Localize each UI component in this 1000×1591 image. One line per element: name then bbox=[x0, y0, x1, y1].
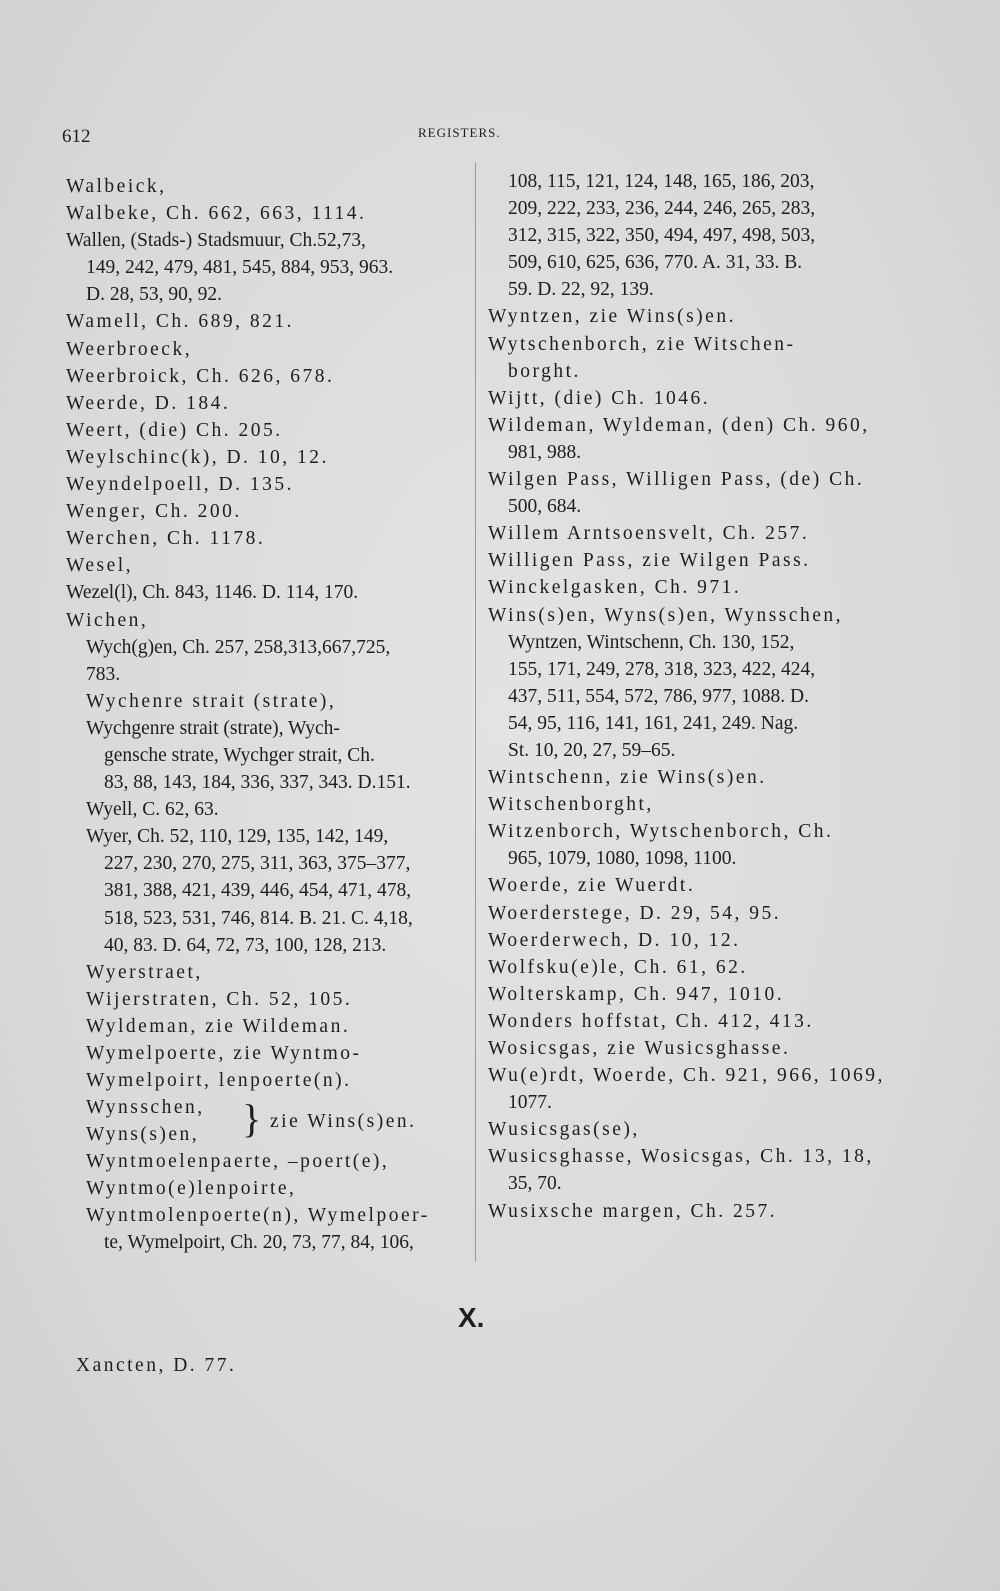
index-entry: Weert, (die) Ch. 205. bbox=[66, 419, 283, 441]
brace-group bbox=[66, 1094, 466, 1148]
index-entry: Wyer, Ch. 52, 110, 129, 135, 142, 149, bbox=[86, 826, 389, 848]
index-entry-continuation: 518, 523, 531, 746, 814. B. 21. C. 4,18, bbox=[104, 907, 413, 929]
index-entry-continuation: te, Wymelpoirt, Ch. 20, 73, 77, 84, 106, bbox=[104, 1232, 414, 1254]
index-entry: Weylschinc(k), D. 10, 12. bbox=[66, 446, 329, 468]
index-entry-continuation: 965, 1079, 1080, 1098, 1100. bbox=[508, 848, 737, 870]
index-entry: Wildeman, Wyldeman, (den) Ch. 960, bbox=[488, 414, 870, 436]
index-entry-continuation: 1077. bbox=[508, 1092, 552, 1114]
index-entry: Xancten, D. 77. bbox=[76, 1355, 237, 1376]
brace-symbol: } bbox=[242, 1096, 262, 1142]
section-heading: X. bbox=[458, 1302, 485, 1333]
index-entry: Wosicsgas, zie Wusicsghasse. bbox=[488, 1038, 791, 1059]
index-entry: Weerbroick, Ch. 626, 678. bbox=[66, 365, 335, 387]
index-entry: Wusicsghasse, Wosicsgas, Ch. 13, 18, bbox=[488, 1146, 874, 1168]
index-entry: Wychenre strait (strate), bbox=[86, 690, 337, 712]
index-entry: Wyntmo(e)lenpoirte, bbox=[86, 1178, 297, 1200]
column-divider bbox=[475, 162, 476, 1262]
index-entry: Wintschenn, zie Wins(s)en. bbox=[488, 767, 767, 789]
index-entry-continuation: 108, 115, 121, 124, 148, 165, 186, 203, bbox=[508, 171, 815, 192]
index-entry: Wamell, Ch. 689, 821. bbox=[66, 311, 295, 333]
index-entry: Wallen, (Stads-) Stadsmuur, Ch.52,73, bbox=[66, 230, 366, 252]
index-entry: Wolfsku(e)le, Ch. 61, 62. bbox=[488, 956, 748, 978]
index-entry: Wyns(s)en, bbox=[86, 1124, 200, 1146]
index-entry: Woerde, zie Wuerdt. bbox=[488, 875, 696, 897]
index-entry-continuation: St. 10, 20, 27, 59–65. bbox=[508, 739, 676, 761]
index-entry-continuation: 509, 610, 625, 636, 770. A. 31, 33. B. bbox=[508, 252, 803, 274]
index-entry-continuation: gensche strate, Wychger strait, Ch. bbox=[104, 744, 375, 766]
index-entry: Wynsschen, bbox=[86, 1097, 205, 1119]
index-entry-continuation: 209, 222, 233, 236, 244, 246, 265, 283, bbox=[508, 198, 816, 220]
running-title: REGISTERS. bbox=[418, 125, 501, 140]
index-entry-continuation: 437, 511, 554, 572, 786, 977, 1088. D. bbox=[508, 685, 809, 707]
page-number: 612 bbox=[62, 126, 91, 147]
index-entry-continuation: 227, 230, 270, 275, 311, 363, 375–377, bbox=[104, 853, 411, 875]
index-entry-continuation: borght. bbox=[508, 360, 581, 382]
index-entry: Wyntmoelenpaerte, –poert(e), bbox=[86, 1151, 390, 1173]
index-entry: Wyntzen, zie Wins(s)en. bbox=[488, 306, 736, 328]
index-entry-continuation: 155, 171, 249, 278, 318, 323, 422, 424, bbox=[508, 658, 816, 680]
index-entry: Werchen, Ch. 1178. bbox=[66, 528, 266, 550]
index-entry: Wijerstraten, Ch. 52, 105. bbox=[86, 988, 353, 1010]
index-entry: Wusixsche margen, Ch. 257. bbox=[488, 1200, 778, 1222]
index-entry: Witschenborght, bbox=[488, 794, 654, 816]
index-entry-continuation: 149, 242, 479, 481, 545, 884, 953, 963. bbox=[86, 257, 394, 279]
index-entry: Weerbroeck, bbox=[66, 338, 193, 360]
index-entry-continuation: 981, 988. bbox=[508, 441, 582, 463]
index-entry-continuation: 83, 88, 143, 184, 336, 337, 343. D.151. bbox=[104, 772, 411, 794]
left-column bbox=[66, 173, 466, 1257]
index-entry: Walbeke, Ch. 662, 663, 1114. bbox=[66, 203, 367, 225]
index-entry: Wymelpoerte, zie Wyntmo- bbox=[86, 1043, 362, 1064]
index-entry: Walbeick, bbox=[66, 176, 167, 197]
index-entry-continuation: 312, 315, 322, 350, 494, 497, 498, 503, bbox=[508, 225, 816, 247]
index-entry: Willigen Pass, zie Wilgen Pass. bbox=[488, 550, 811, 572]
index-entry: Wych(g)en, Ch. 257, 258,313,667,725, bbox=[86, 636, 391, 658]
index-entry: Wyldeman, zie Wildeman. bbox=[86, 1015, 351, 1037]
index-entry: Wezel(l), Ch. 843, 1146. D. 114, 170. bbox=[66, 582, 359, 604]
right-column bbox=[488, 168, 898, 1225]
index-entry: Wusicsgas(se), bbox=[488, 1119, 640, 1141]
index-entry: Woerderwech, D. 10, 12. bbox=[488, 929, 741, 951]
index-entry-continuation: 783. bbox=[86, 663, 121, 685]
index-entry-continuation: 54, 95, 116, 141, 161, 241, 249. Nag. bbox=[508, 712, 799, 734]
index-entry-continuation: 381, 388, 421, 439, 446, 454, 471, 478, bbox=[104, 880, 412, 902]
index-entry: Weerde, D. 184. bbox=[66, 392, 231, 414]
index-entry-continuation: 59. D. 22, 92, 139. bbox=[508, 279, 654, 301]
index-entry: Wolterskamp, Ch. 947, 1010. bbox=[488, 983, 785, 1005]
index-entry: Wilgen Pass, Willigen Pass, (de) Ch. bbox=[488, 469, 865, 491]
index-entry: Wytschenborch, zie Witschen- bbox=[488, 333, 796, 355]
index-entry: Wichen, bbox=[66, 609, 149, 631]
index-entry: Wesel, bbox=[66, 555, 134, 577]
index-entry: Woerderstege, D. 29, 54, 95. bbox=[488, 902, 782, 924]
index-entry-continuation: 500, 684. bbox=[508, 496, 582, 518]
index-entry: Wins(s)en, Wyns(s)en, Wynsschen, bbox=[488, 604, 844, 626]
index-entry-continuation: 35, 70. bbox=[508, 1173, 562, 1195]
index-entry-continuation: 40, 83. D. 64, 72, 73, 100, 128, 213. bbox=[104, 934, 387, 956]
index-entry: Witzenborch, Wytschenborch, Ch. bbox=[488, 821, 834, 843]
index-entry-continuation: D. 28, 53, 90, 92. bbox=[86, 284, 222, 306]
index-entry: Wyell, C. 62, 63. bbox=[86, 799, 219, 821]
index-entry: Willem Arntsoensvelt, Ch. 257. bbox=[488, 523, 810, 545]
index-entry: Wenger, Ch. 200. bbox=[66, 501, 242, 523]
index-entry: Wu(e)rdt, Woerde, Ch. 921, 966, 1069, bbox=[488, 1065, 885, 1087]
index-entry: Wonders hoffstat, Ch. 412, 413. bbox=[488, 1010, 814, 1032]
index-entry: Wijtt, (die) Ch. 1046. bbox=[488, 387, 711, 409]
cross-reference: zie Wins(s)en. bbox=[270, 1111, 417, 1133]
index-entry: Wymelpoirt, lenpoerte(n). bbox=[86, 1070, 352, 1092]
index-entry: Wyerstraet, bbox=[86, 961, 203, 983]
index-entry: Weyndelpoell, D. 135. bbox=[66, 474, 295, 496]
index-entry: Winckelgasken, Ch. 971. bbox=[488, 577, 742, 599]
index-entry: Wychgenre strait (strate), Wych- bbox=[86, 717, 340, 739]
index-entry: Wyntmolenpoerte(n), Wymelpoer- bbox=[86, 1205, 430, 1227]
index-entry-continuation: Wyntzen, Wintschenn, Ch. 130, 152, bbox=[508, 631, 795, 653]
